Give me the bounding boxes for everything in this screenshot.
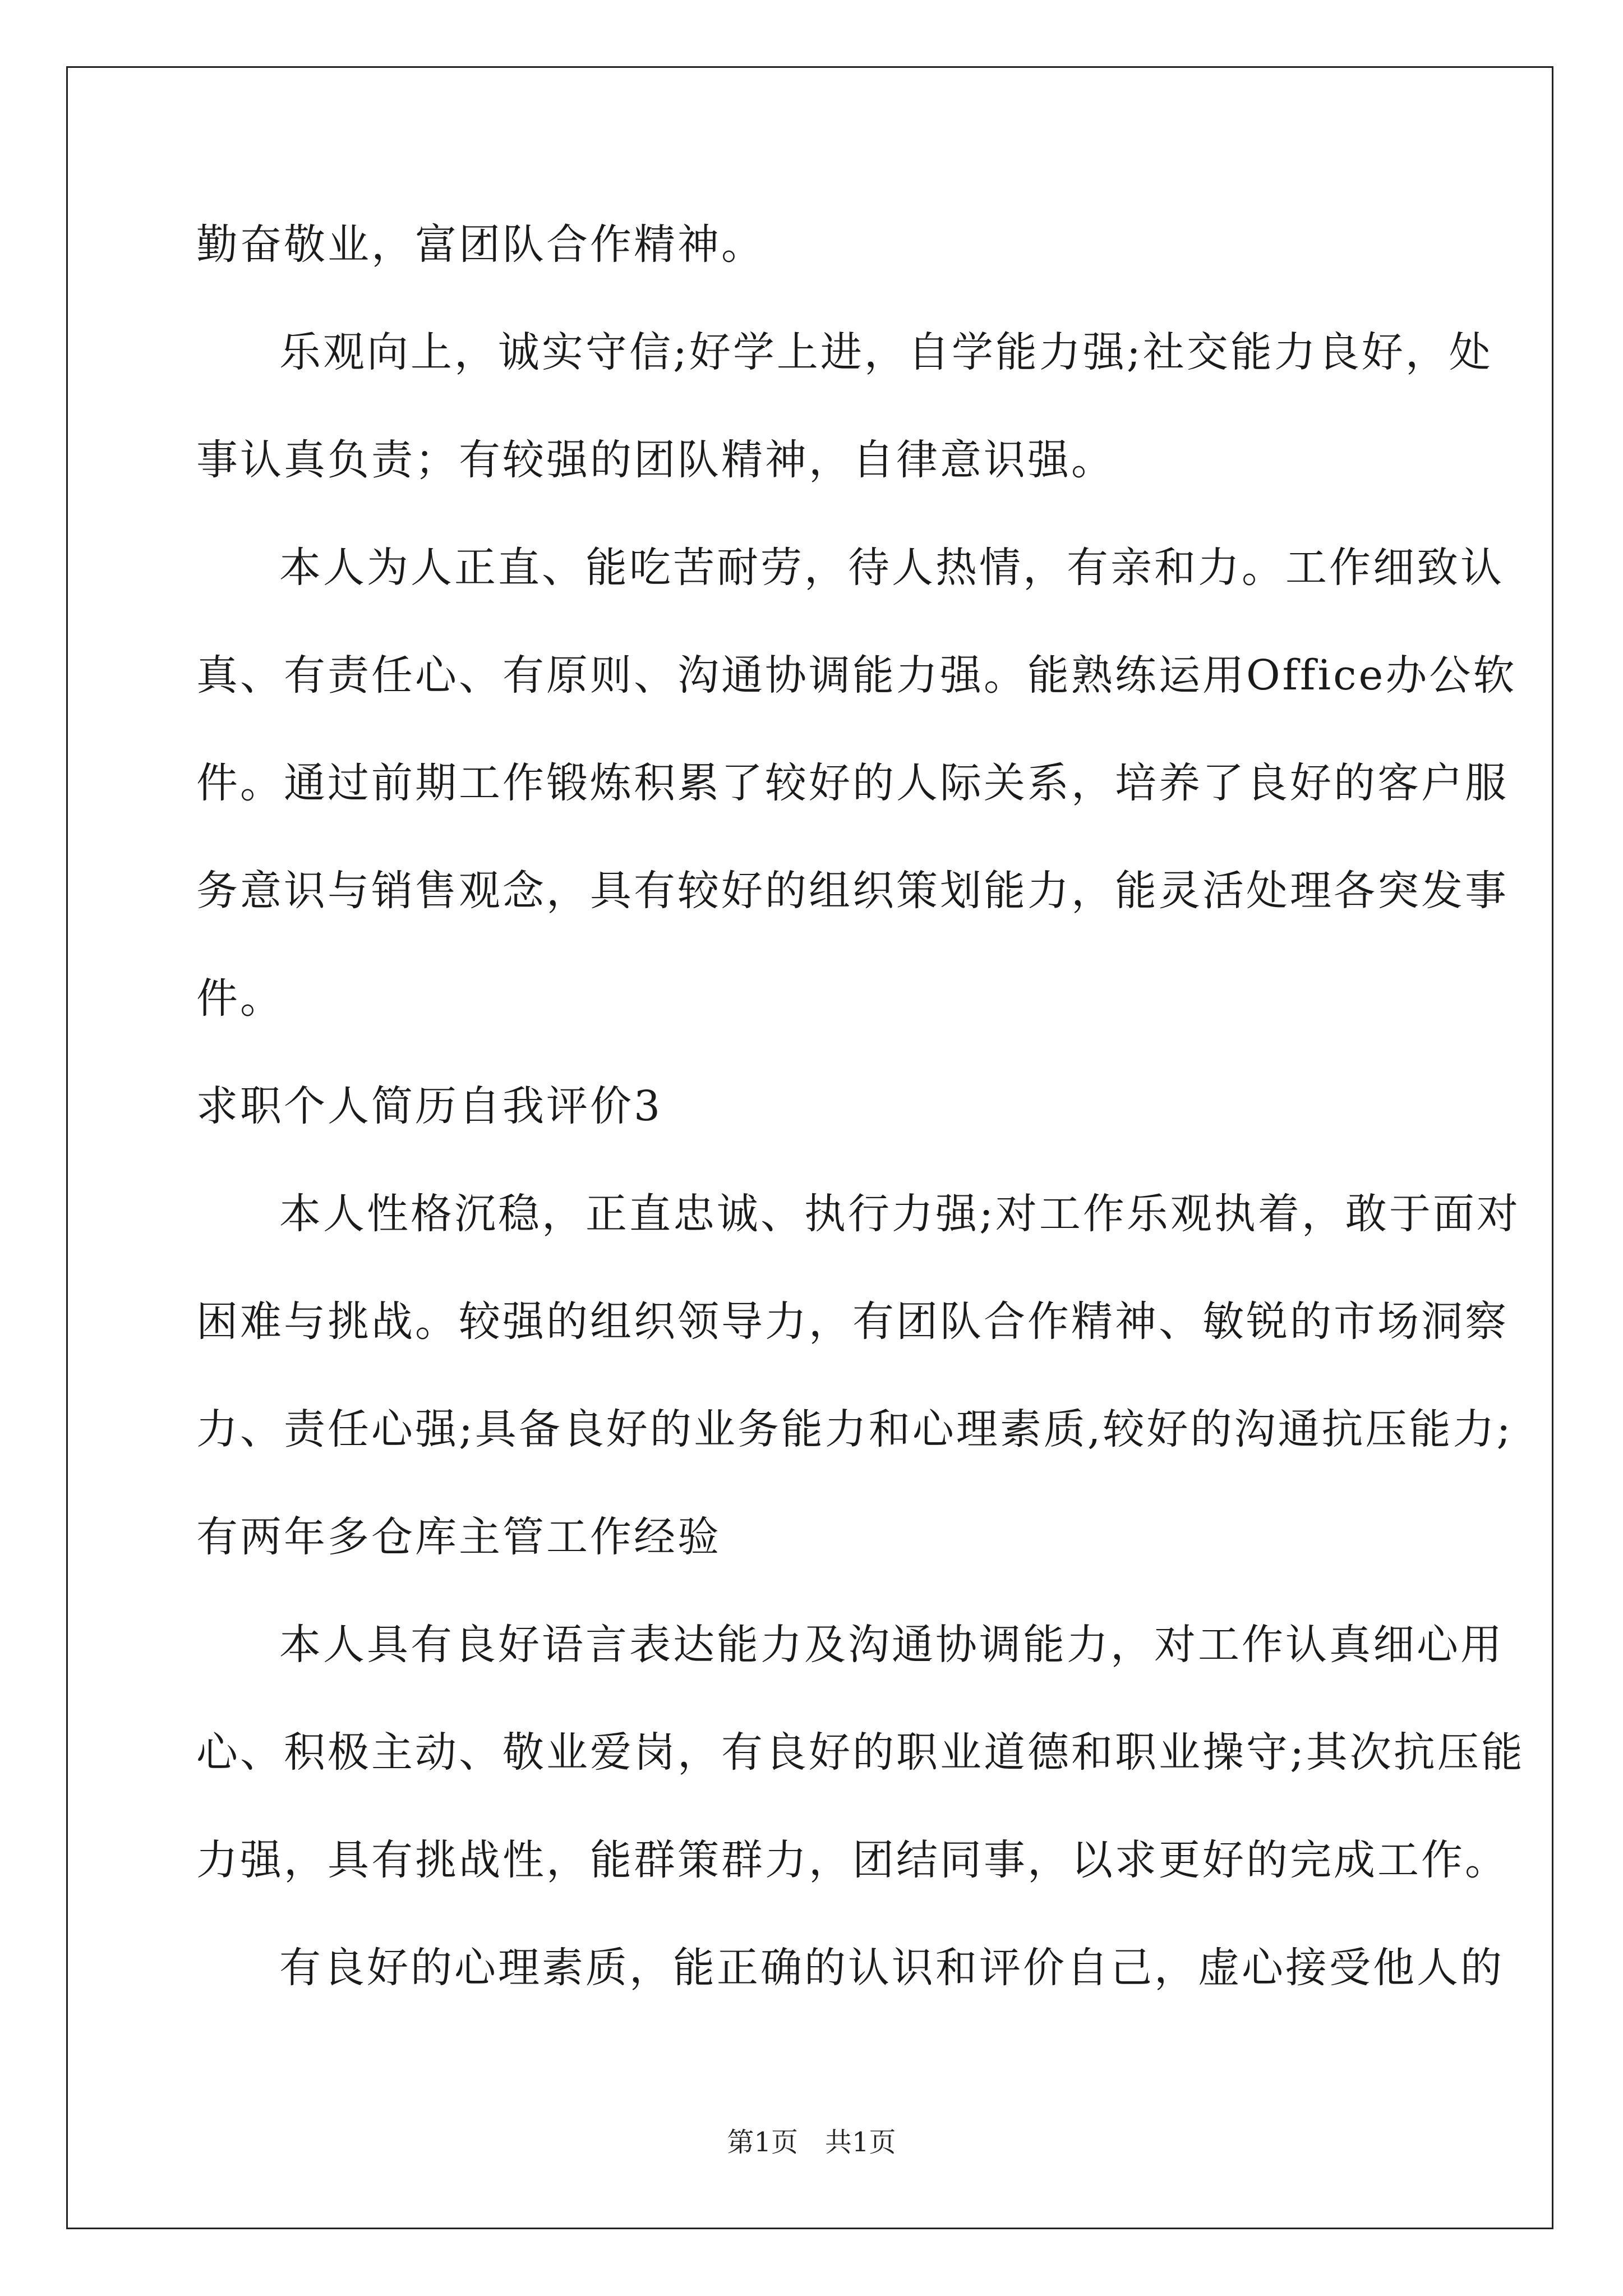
document-body [196,191,1525,2022]
text-line: 勤奋敬业，富团队合作精神。 [196,220,765,269]
text-line: 力、责任心强;具备良好的业务能力和心理素质,较好的沟通抗压能力; [196,1405,1513,1453]
text-line: 务意识与销售观念，具有较好的组织策划能力，能灵活处理各突发事 [196,867,1509,915]
text-line: 力强，具有挑战性，能群策群力，团结同事，以求更好的完成工作。 [196,1836,1509,1884]
text-line: 真、有责任心、有原则、沟通协调能力强。能熟练运用Office办公软 [196,651,1517,700]
text-line: 有两年多仓库主管工作经验 [196,1513,721,1561]
text-line: 本人具有良好语言表达能力及沟通协调能力，对工作认真细心用 [279,1621,1504,1669]
text-line: 事认真负责；有较强的团队精神，自律意识强。 [196,436,1115,484]
page-footer: 第1页 共1页 [727,2127,896,2158]
text-line: 件。通过前期工作锻炼积累了较好的人际关系，培养了良好的客户服 [196,759,1509,807]
text-line: 本人性格沉稳，正直忠诚、执行力强;对工作乐观执着，敢于面对 [279,1190,1520,1238]
text-line: 有良好的心理素质，能正确的认识和评价自己，虚心接受他人的 [279,1944,1504,1992]
text-line: 心、积极主动、敬业爱岗，有良好的职业道德和职业操守;其次抗压能 [196,1728,1525,1777]
section-heading: 求职个人简历自我评价3 [196,1082,663,1130]
text-line: 困难与挑战。较强的组织领导力，有团队合作精神、敏锐的市场洞察 [196,1297,1509,1346]
text-line: 本人为人正直、能吃苦耐劳，待人热情，有亲和力。工作细致认 [279,544,1504,592]
text-line: 件。 [196,974,284,1023]
text-line: 乐观向上，诚实守信;好学上进，自学能力强;社交能力良好，处 [279,328,1493,376]
